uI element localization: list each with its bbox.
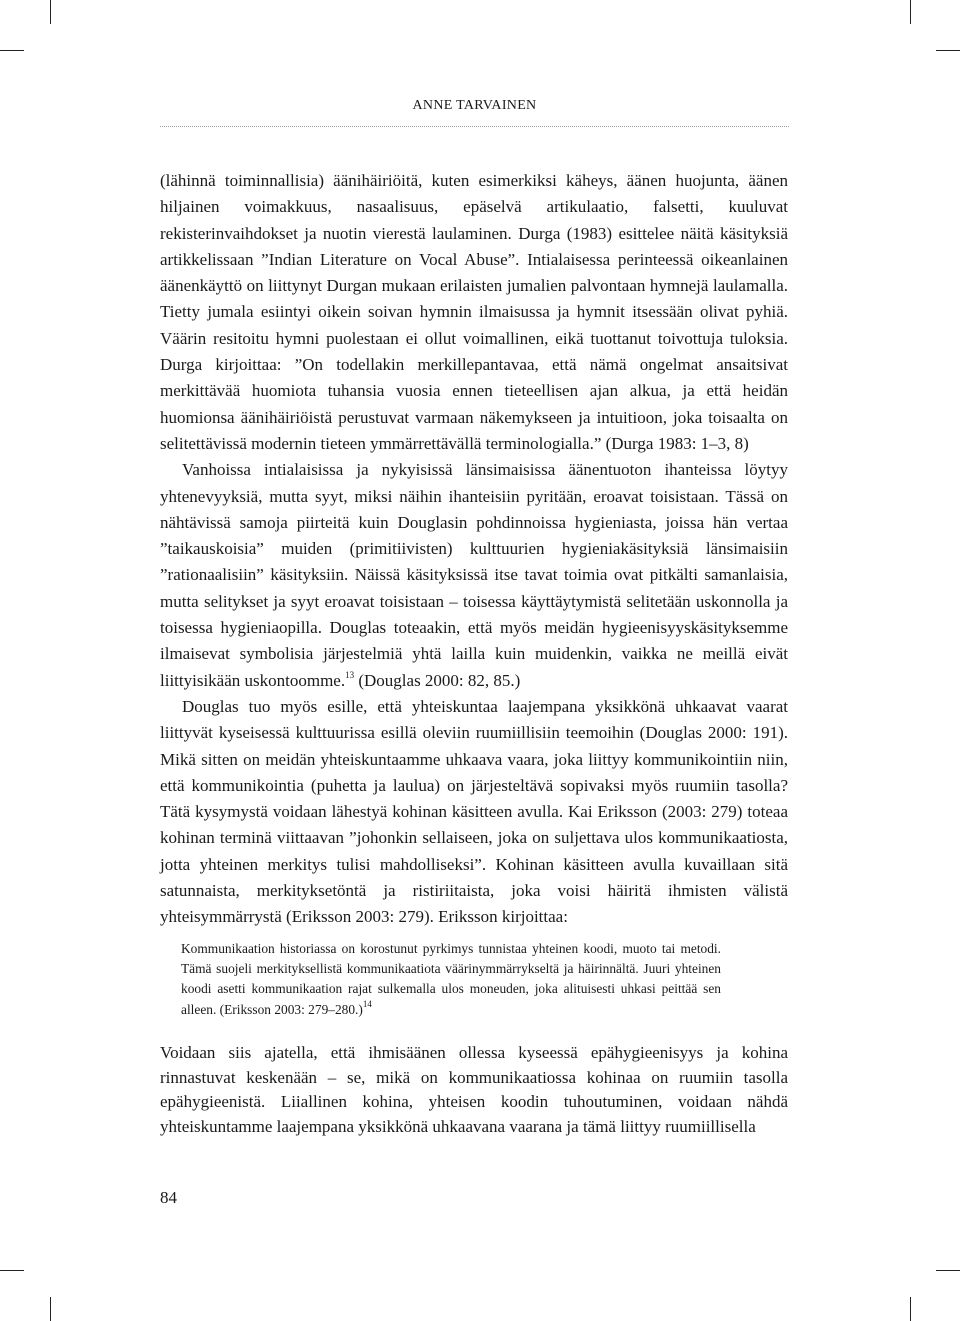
paragraph-3: Douglas tuo myös esille, että yhteiskuntaa laajempana yksikkönä uhkaavat vaarat liittyvät kyseisessä kulttuurissa esillä oleviin ruumiillisiin teemoihin (Douglas 2000: 191). Mikä sitten on meidän yhteiskuntaamme uhkaava vaara, joka liittyy kommunikointiin niin, että kommunikointia (puhetta ja laulua) on järjesteltävä sopivaksi myös ruumiin tasolla? Tätä kysymystä voidaan lähestyä kohinan käsitteen avulla. Kai Eriksson (2003: 279) toteaa kohinan terminä viittaavan ”johonkin sellaiseen, joka on suljettava ulos kommunikaatiosta, jotta yhteinen merkitys tulisi mahdolliseksi”. Kohinan käsitteen avulla kuvaillaan sitä satunnaista, merkityksetöntä ja ristiriitaista, joka voisi häiritä ihmisten välistä yhteisymmärrystä (Eriksson 2003: 279). Eriksson kirjoittaa: [160,696,788,927]
crop-mark-right-top [936,50,960,51]
header-rule [160,126,789,127]
running-head: ANNE TARVAINEN [412,98,537,113]
paragraph-2 [160,457,788,694]
crop-mark-left-bottom [0,1270,24,1271]
body-text [160,168,788,931]
block-quote-text: Kommunikaation historiassa on korostunut pyrkimys tunnistaa yhteinen koodi, muoto tai metodi. Tämä suojeli merkityksellistä kommunikaatiota väärinymmärrykseltä ja häirinnältä. Juuri yhteinen koodi asetti kommunikaation rajat sulkemalla ulos moneuden, joka alituisesti uhkasi peittää sen alleen. (Eriksson 2003: 279–280.) [181,941,721,1017]
paragraph-4: Voidaan siis ajatella, että ihmisäänen ollessa kyseessä epähygieenisyys ja kohina rinnastuvat keskenään – se, mikä on kommunikaatiossa kohinaa on ruumiin tasolla epähygieenistä. Liiallinen kohina, yhteisen koodin tuhoutuminen, voidaan nähdä yhteiskuntamme laajempana yksikkönä uhkaavana vaarana ja tämä liittyy ruumiillisella [160,1043,788,1136]
footnote-ref-13[interactable]: 13 [345,669,355,680]
crop-mark-left-top [0,50,24,51]
crop-mark-top-left [50,0,51,24]
block-quote [181,939,721,1020]
page-number: 84 [160,1188,177,1207]
crop-mark-top-right [910,0,911,24]
paragraph-1: (lähinnä toiminnallisia) äänihäiriöitä, kuten esimerkiksi käheys, äänen huojunta, äänen hiljainen voimakkuus, nasaalisuus, epäselvä artikulaatio, falsetti, kuuluvat rekisterinvaihdokset ja nuotin vierestä laulaminen. Durga (1983) esittelee näitä käsityksiä artikkelissaan ”Indian Literature on Vocal Abuse”. Intialaisessa perinteessä oikeanlainen äänenkäyttö on liittynyt Durgan mukaan erilaisten jumalien palvontaan hymnejä laulamalla. Tietty jumala esiintyi oikein soivan hymnin ilmaisussa ja hymnit itsessään olivat pyhiä. Väärin resitoitu hymni puolestaan ei ollut voimallinen, eikä tuottanut toivottuja tuloksia. Durga kirjoittaa: ”On todellakin merkillepantavaa, että nämä ongelmat ansaitsivat merkittävää huomiota tuhansia vuosia ennen tieteellisen ajan alkua, ja että heidän huomionsa äänihäiriöistä perustuvat varmaan näkemykseen ja intuitioon, joka toisaalta on selitettävissä modernin tieteen ymmärrettävällä terminologialla.” (Durga 1983: 1–3, 8) [160,171,788,453]
crop-mark-bottom-right [910,1297,911,1321]
paragraph-2-citation: (Douglas 2000: 82, 85.) [354,670,521,690]
crop-mark-bottom-left [50,1297,51,1321]
crop-mark-right-bottom [936,1270,960,1271]
paragraph-2-text: Vanhoissa intialaisissa ja nykyisissä länsimaisissa äänentuoton ihanteissa löytyy yhtenevyyksiä, mutta syyt, miksi näihin ihanteisiin pyritään, eroavat toisistaan. Tässä on nähtävissä samoja piirteitä kuin Douglasin pohdinnoissa hygieniasta, joissa hän vertaa ”taikauskoisia” muiden (primitiivisten) kulttuurien hygieniakäsityksiä länsimaisiin ”rationaalisiin” käsityksiin. Näissä käsityksissä itse tavat toimia ovat pitkälti samanlaisia, mutta selitykset ja syyt eroavat toisistaan – toisessa käyttäytymistä selitetään uskonnolla ja toisessa hygieniaopilla. Douglas toteaakin, että myös meidän hygieenisyyskäsityksemme ilmaisevat symbolisia järjestelmiä yhtä lailla kuin muidenkin, vaikka ne meillä eivät liittyisikään uskontoomme. [160,460,788,690]
body-text-continued [160,1041,788,1139]
footnote-ref-14[interactable]: 14 [362,999,372,1010]
